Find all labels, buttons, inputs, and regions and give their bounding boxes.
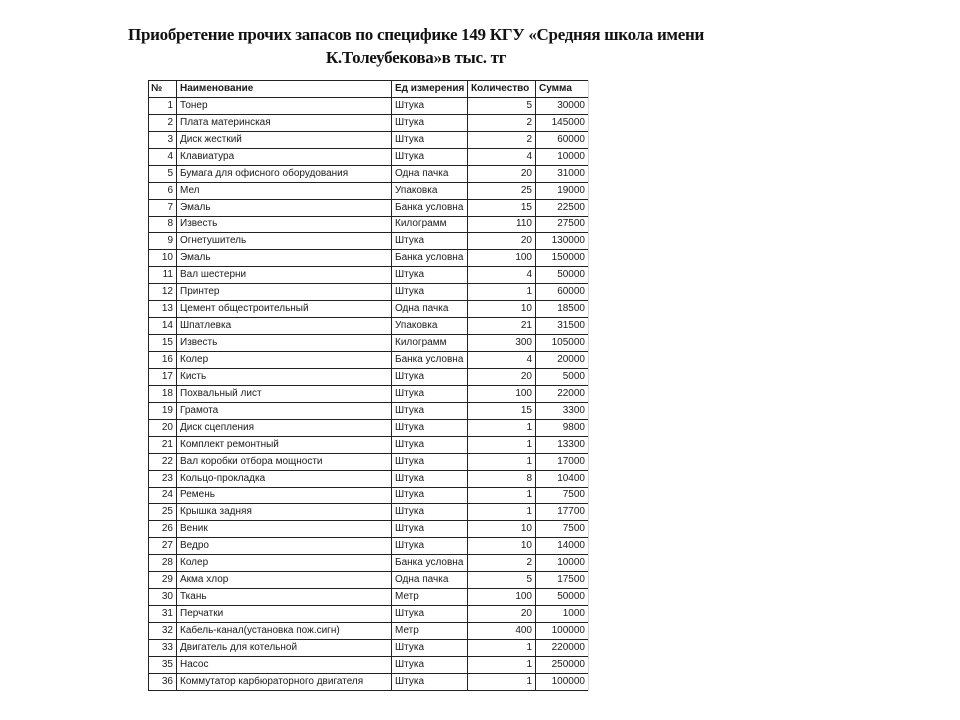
unit-cell: Штука — [392, 368, 468, 385]
table-row — [149, 639, 589, 656]
table-row — [149, 301, 589, 318]
item-name-cell: Огнетушитель — [177, 233, 392, 250]
table-row — [149, 233, 589, 250]
sum-cell: 7500 — [536, 487, 589, 504]
unit-cell: Штука — [392, 114, 468, 131]
sum-cell: 1000 — [536, 606, 589, 623]
quantity-cell: 10 — [468, 538, 536, 555]
item-name-cell: Тонер — [177, 97, 392, 114]
row-number-cell: 11 — [149, 267, 177, 284]
quantity-cell: 20 — [468, 165, 536, 182]
row-number-cell: 36 — [149, 673, 177, 690]
sum-cell: 17000 — [536, 453, 589, 470]
row-number-cell: 19 — [149, 402, 177, 419]
unit-cell: Штука — [392, 639, 468, 656]
row-number-cell: 13 — [149, 301, 177, 318]
quantity-cell: 4 — [468, 148, 536, 165]
row-number-cell: 32 — [149, 623, 177, 640]
row-number-cell: 2 — [149, 114, 177, 131]
quantity-cell: 4 — [468, 267, 536, 284]
item-name-cell: Вал коробки отбора мощности — [177, 453, 392, 470]
table-row — [149, 368, 589, 385]
row-number-cell: 9 — [149, 233, 177, 250]
row-number-cell: 23 — [149, 470, 177, 487]
sum-cell: 9800 — [536, 419, 589, 436]
unit-cell: Штука — [392, 487, 468, 504]
table-row — [149, 199, 589, 216]
quantity-cell: 25 — [468, 182, 536, 199]
row-number-cell: 21 — [149, 436, 177, 453]
item-name-cell: Бумага для офисного оборудования — [177, 165, 392, 182]
quantity-cell: 21 — [468, 318, 536, 335]
unit-cell: Упаковка — [392, 318, 468, 335]
unit-cell: Штука — [392, 402, 468, 419]
unit-cell: Штука — [392, 148, 468, 165]
item-name-cell: Похвальный лист — [177, 385, 392, 402]
quantity-cell: 1 — [468, 284, 536, 301]
row-number-cell: 22 — [149, 453, 177, 470]
item-name-cell: Мел — [177, 182, 392, 199]
item-name-cell: Колер — [177, 555, 392, 572]
unit-cell: Штука — [392, 436, 468, 453]
quantity-cell: 100 — [468, 589, 536, 606]
item-name-cell: Диск сцепления — [177, 419, 392, 436]
quantity-cell: 1 — [468, 453, 536, 470]
table-row — [149, 335, 589, 352]
row-number-cell: 20 — [149, 419, 177, 436]
row-number-cell: 35 — [149, 656, 177, 673]
unit-cell: Метр — [392, 589, 468, 606]
table-row — [149, 555, 589, 572]
row-number-cell: 31 — [149, 606, 177, 623]
unit-cell: Килограмм — [392, 335, 468, 352]
item-name-cell: Известь — [177, 216, 392, 233]
unit-cell: Штука — [392, 419, 468, 436]
table-row — [149, 521, 589, 538]
unit-cell: Метр — [392, 623, 468, 640]
table-row — [149, 589, 589, 606]
table-row — [149, 504, 589, 521]
quantity-cell: 20 — [468, 368, 536, 385]
quantity-cell: 1 — [468, 504, 536, 521]
row-number-cell: 8 — [149, 216, 177, 233]
table-row — [149, 402, 589, 419]
row-number-cell: 17 — [149, 368, 177, 385]
row-number-cell: 16 — [149, 352, 177, 369]
sum-cell: 17700 — [536, 504, 589, 521]
sum-cell: 14000 — [536, 538, 589, 555]
table-row — [149, 148, 589, 165]
quantity-cell: 1 — [468, 656, 536, 673]
unit-cell: Штука — [392, 385, 468, 402]
header-sum: Сумма — [536, 81, 589, 98]
item-name-cell: Диск жесткий — [177, 131, 392, 148]
header-number: № — [149, 81, 177, 98]
item-name-cell: Известь — [177, 335, 392, 352]
table-row — [149, 182, 589, 199]
sum-cell: 3300 — [536, 402, 589, 419]
sum-cell: 100000 — [536, 673, 589, 690]
table-row — [149, 470, 589, 487]
title-line-2: К.Толеубекова»в тыс. тг — [325, 48, 507, 67]
row-number-cell: 4 — [149, 148, 177, 165]
sum-cell: 13300 — [536, 436, 589, 453]
table-row — [149, 436, 589, 453]
sum-cell: 31000 — [536, 165, 589, 182]
item-name-cell: Ремень — [177, 487, 392, 504]
item-name-cell: Перчатки — [177, 606, 392, 623]
item-name-cell: Клавиатура — [177, 148, 392, 165]
quantity-cell: 100 — [468, 250, 536, 267]
sum-cell: 130000 — [536, 233, 589, 250]
sum-cell: 60000 — [536, 131, 589, 148]
quantity-cell: 8 — [468, 470, 536, 487]
item-name-cell: Комплект ремонтный — [177, 436, 392, 453]
sum-cell: 22000 — [536, 385, 589, 402]
sum-cell: 31500 — [536, 318, 589, 335]
sum-cell: 220000 — [536, 639, 589, 656]
quantity-cell: 10 — [468, 301, 536, 318]
item-name-cell: Кабель-канал(установка пож.сигн) — [177, 623, 392, 640]
item-name-cell: Коммутатор карбюраторного двигателя — [177, 673, 392, 690]
table-row — [149, 606, 589, 623]
quantity-cell: 2 — [468, 555, 536, 572]
item-name-cell: Ткань — [177, 589, 392, 606]
sum-cell: 5000 — [536, 368, 589, 385]
sum-cell: 150000 — [536, 250, 589, 267]
item-name-cell: Кольцо-прокладка — [177, 470, 392, 487]
unit-cell: Штука — [392, 656, 468, 673]
inventory-table — [148, 80, 589, 691]
quantity-cell: 15 — [468, 402, 536, 419]
sum-cell: 50000 — [536, 267, 589, 284]
table-row — [149, 97, 589, 114]
sum-cell: 7500 — [536, 521, 589, 538]
row-number-cell: 33 — [149, 639, 177, 656]
unit-cell: Штука — [392, 538, 468, 555]
item-name-cell: Двигатель для котельной — [177, 639, 392, 656]
quantity-cell: 110 — [468, 216, 536, 233]
table-row — [149, 453, 589, 470]
title-line-1: Приобретение прочих запасов по специфике 149 КГУ «Средняя школа имени — [128, 25, 704, 44]
item-name-cell: Шпатлевка — [177, 318, 392, 335]
unit-cell: Штука — [392, 453, 468, 470]
quantity-cell: 2 — [468, 131, 536, 148]
unit-cell: Штука — [392, 131, 468, 148]
unit-cell: Штука — [392, 284, 468, 301]
table-row — [149, 419, 589, 436]
table-row — [149, 114, 589, 131]
unit-cell: Штука — [392, 673, 468, 690]
quantity-cell: 15 — [468, 199, 536, 216]
item-name-cell: Цемент общестроительный — [177, 301, 392, 318]
item-name-cell: Плата материнская — [177, 114, 392, 131]
quantity-cell: 1 — [468, 639, 536, 656]
sum-cell: 17500 — [536, 572, 589, 589]
row-number-cell: 12 — [149, 284, 177, 301]
row-number-cell: 5 — [149, 165, 177, 182]
row-number-cell: 14 — [149, 318, 177, 335]
unit-cell: Банка условна — [392, 555, 468, 572]
unit-cell: Штука — [392, 470, 468, 487]
unit-cell: Штука — [392, 267, 468, 284]
header-quantity: Количество — [468, 81, 536, 98]
header-unit: Ед измерения — [392, 81, 468, 98]
table-row — [149, 385, 589, 402]
quantity-cell: 2 — [468, 114, 536, 131]
sum-cell: 20000 — [536, 352, 589, 369]
row-number-cell: 15 — [149, 335, 177, 352]
table-row — [149, 487, 589, 504]
table-row — [149, 131, 589, 148]
table-row — [149, 250, 589, 267]
table-body — [149, 97, 589, 690]
quantity-cell: 4 — [468, 352, 536, 369]
table-row — [149, 656, 589, 673]
quantity-cell: 1 — [468, 673, 536, 690]
unit-cell: Штука — [392, 233, 468, 250]
item-name-cell: Кисть — [177, 368, 392, 385]
unit-cell: Банка условна — [392, 199, 468, 216]
table-row — [149, 267, 589, 284]
sum-cell: 50000 — [536, 589, 589, 606]
table-row — [149, 538, 589, 555]
empty-column-gridline — [588, 80, 601, 691]
row-number-cell: 18 — [149, 385, 177, 402]
quantity-cell: 1 — [468, 436, 536, 453]
quantity-cell: 100 — [468, 385, 536, 402]
item-name-cell: Насос — [177, 656, 392, 673]
table-row — [149, 673, 589, 690]
unit-cell: Банка условна — [392, 250, 468, 267]
sum-cell: 60000 — [536, 284, 589, 301]
sum-cell: 27500 — [536, 216, 589, 233]
header-name: Наименование — [177, 81, 392, 98]
table-header-row — [149, 81, 589, 98]
unit-cell: Одна пачка — [392, 301, 468, 318]
item-name-cell: Крышка задняя — [177, 504, 392, 521]
row-number-cell: 28 — [149, 555, 177, 572]
sum-cell: 145000 — [536, 114, 589, 131]
item-name-cell: Эмаль — [177, 250, 392, 267]
table-row — [149, 216, 589, 233]
row-number-cell: 3 — [149, 131, 177, 148]
item-name-cell: Вал шестерни — [177, 267, 392, 284]
sum-cell: 19000 — [536, 182, 589, 199]
unit-cell: Штука — [392, 97, 468, 114]
unit-cell: Одна пачка — [392, 165, 468, 182]
page-title — [0, 23, 832, 69]
row-number-cell: 24 — [149, 487, 177, 504]
table-row — [149, 352, 589, 369]
sum-cell: 22500 — [536, 199, 589, 216]
row-number-cell: 30 — [149, 589, 177, 606]
item-name-cell: Ведро — [177, 538, 392, 555]
row-number-cell: 25 — [149, 504, 177, 521]
row-number-cell: 27 — [149, 538, 177, 555]
unit-cell: Упаковка — [392, 182, 468, 199]
sum-cell: 10000 — [536, 555, 589, 572]
quantity-cell: 10 — [468, 521, 536, 538]
quantity-cell: 400 — [468, 623, 536, 640]
sum-cell: 10000 — [536, 148, 589, 165]
table-row — [149, 165, 589, 182]
sum-cell: 105000 — [536, 335, 589, 352]
quantity-cell: 5 — [468, 97, 536, 114]
quantity-cell: 1 — [468, 487, 536, 504]
unit-cell: Штука — [392, 521, 468, 538]
quantity-cell: 300 — [468, 335, 536, 352]
sum-cell: 250000 — [536, 656, 589, 673]
quantity-cell: 20 — [468, 606, 536, 623]
quantity-cell: 20 — [468, 233, 536, 250]
row-number-cell: 1 — [149, 97, 177, 114]
unit-cell: Банка условна — [392, 352, 468, 369]
sum-cell: 30000 — [536, 97, 589, 114]
unit-cell: Килограмм — [392, 216, 468, 233]
item-name-cell: Колер — [177, 352, 392, 369]
item-name-cell: Акма хлор — [177, 572, 392, 589]
quantity-cell: 1 — [468, 419, 536, 436]
sum-cell: 10400 — [536, 470, 589, 487]
item-name-cell: Грамота — [177, 402, 392, 419]
table-row — [149, 623, 589, 640]
row-number-cell: 7 — [149, 199, 177, 216]
quantity-cell: 5 — [468, 572, 536, 589]
item-name-cell: Веник — [177, 521, 392, 538]
sum-cell: 18500 — [536, 301, 589, 318]
row-number-cell: 26 — [149, 521, 177, 538]
table-row — [149, 284, 589, 301]
unit-cell: Штука — [392, 606, 468, 623]
row-number-cell: 6 — [149, 182, 177, 199]
unit-cell: Одна пачка — [392, 572, 468, 589]
table-row — [149, 572, 589, 589]
item-name-cell: Принтер — [177, 284, 392, 301]
spreadsheet-table-image — [148, 80, 602, 691]
sum-cell: 100000 — [536, 623, 589, 640]
table-row — [149, 318, 589, 335]
unit-cell: Штука — [392, 504, 468, 521]
item-name-cell: Эмаль — [177, 199, 392, 216]
row-number-cell: 10 — [149, 250, 177, 267]
row-number-cell: 29 — [149, 572, 177, 589]
